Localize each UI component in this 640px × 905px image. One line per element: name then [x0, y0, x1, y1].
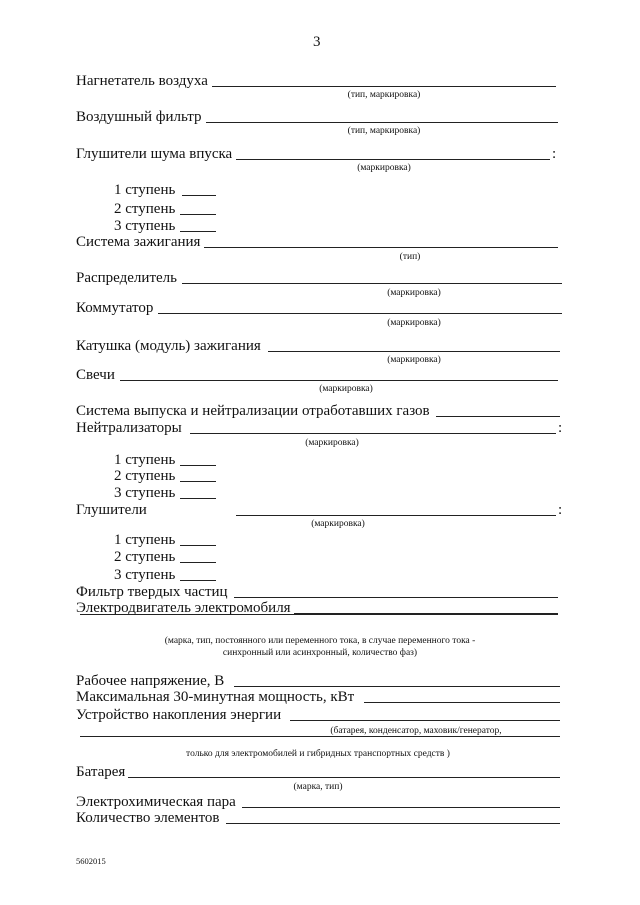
field-label-silencer-stage-2: 2 ступень: [114, 549, 176, 565]
field-label-cell-count: Количество элементов: [76, 810, 220, 826]
fill-line-silencer-stage-1[interactable]: [180, 545, 216, 546]
fill-line-silencer-stage-2[interactable]: [180, 562, 216, 563]
fill-line-operating-voltage[interactable]: [234, 686, 560, 687]
fill-line-spark-plugs[interactable]: [120, 380, 558, 381]
caption-cap-battery: (марка, тип): [293, 782, 343, 792]
fill-line-blank-motor[interactable]: [80, 614, 558, 615]
caption-cap-air-blower: (тип, маркировка): [347, 90, 421, 100]
fill-line-intake-stage-3[interactable]: [180, 231, 216, 232]
fill-line-distributor[interactable]: [182, 283, 562, 284]
fill-line-particle-filter[interactable]: [234, 597, 558, 598]
field-label-neutral-stage-3: 3 ступень: [114, 485, 176, 501]
fill-line-exhaust-system[interactable]: [436, 416, 560, 417]
field-label-energy-storage: Устройство накопления энергии: [76, 707, 282, 723]
field-label-electrochem-pair: Электрохимическая пара: [76, 794, 236, 810]
field-label-operating-voltage: Рабочее напряжение, В: [76, 673, 225, 689]
fill-line-neutral-stage-3[interactable]: [180, 498, 216, 499]
fill-line-max-power[interactable]: [364, 702, 560, 703]
caption-cap-distributor: (маркировка): [387, 288, 441, 298]
field-label-silencer-stage-3: 3 ступень: [114, 567, 176, 583]
field-label-intake-silencers: Глушители шума впуска: [76, 146, 233, 162]
field-label-neutral-stage-1: 1 ступень: [114, 452, 176, 468]
footer-code: 5602015: [76, 856, 106, 866]
field-label-electric-motor: Электродвигатель электромобиля: [76, 600, 291, 616]
caption-cap-storage-1: (батарея, конденсатор, маховик/генератор,: [330, 726, 502, 736]
fill-line-silencers[interactable]: [236, 515, 556, 516]
caption-cap-motor-1: (марка, тип, постоянного или переменного тока, в случае переменного тока -: [164, 636, 476, 646]
field-label-max-power: Максимальная 30-минутная мощность, кВт: [76, 689, 355, 705]
field-label-air-filter: Воздушный фильтр: [76, 109, 202, 125]
page-number: 3: [313, 34, 321, 50]
field-label-silencers: Глушители: [76, 502, 147, 518]
fill-line-silencer-stage-3[interactable]: [180, 580, 216, 581]
fill-line-blank-storage[interactable]: [80, 736, 560, 737]
fill-line-commutator[interactable]: [158, 313, 562, 314]
fill-line-intake-silencers[interactable]: [236, 159, 550, 160]
colon-intake-silencers: :: [552, 146, 557, 162]
fill-line-intake-stage-1[interactable]: [182, 195, 216, 196]
caption-cap-air-filter: (тип, маркировка): [347, 126, 421, 136]
fill-line-cell-count[interactable]: [226, 823, 560, 824]
caption-cap-silencers: (маркировка): [311, 519, 365, 529]
field-label-intake-stage-1: 1 ступень: [114, 182, 176, 198]
fill-line-neutral-stage-1[interactable]: [180, 465, 216, 466]
fill-line-electrochem-pair[interactable]: [242, 807, 560, 808]
field-label-intake-stage-2: 2 ступень: [114, 201, 176, 217]
fill-line-neutral-stage-2[interactable]: [180, 481, 216, 482]
caption-cap-coil: (маркировка): [387, 355, 441, 365]
field-label-exhaust-system: Система выпуска и нейтрализации отработавших газов: [76, 403, 430, 419]
caption-cap-intake: (маркировка): [357, 163, 411, 173]
colon-silencers: :: [558, 502, 563, 518]
field-label-ignition-system: Система зажигания: [76, 234, 201, 250]
fill-line-energy-storage[interactable]: [290, 720, 560, 721]
caption-cap-storage-2: только для электромобилей и гибридных транспортных средств ): [186, 749, 450, 759]
field-label-battery: Батарея: [76, 764, 126, 780]
field-label-ignition-coil: Катушка (модуль) зажигания: [76, 338, 261, 354]
caption-cap-commutator: (маркировка): [387, 318, 441, 328]
field-label-neutral-stage-2: 2 ступень: [114, 468, 176, 484]
field-label-air-blower: Нагнетатель воздуха: [76, 73, 208, 89]
fill-line-neutralizers[interactable]: [190, 433, 556, 434]
fill-line-air-filter[interactable]: [206, 122, 558, 123]
field-label-spark-plugs: Свечи: [76, 367, 115, 383]
fill-line-battery[interactable]: [128, 777, 560, 778]
fill-line-ignition-system[interactable]: [204, 247, 558, 248]
field-label-intake-stage-3: 3 ступень: [114, 218, 176, 234]
fill-line-ignition-coil[interactable]: [268, 351, 560, 352]
field-label-silencer-stage-1: 1 ступень: [114, 532, 176, 548]
field-label-distributor: Распределитель: [76, 270, 177, 286]
caption-cap-neutralizers: (маркировка): [305, 438, 359, 448]
caption-cap-ignition: (тип): [399, 252, 421, 262]
caption-cap-plugs: (маркировка): [319, 384, 373, 394]
colon-neutralizers: :: [558, 420, 563, 436]
field-label-commutator: Коммутатор: [76, 300, 154, 316]
field-label-neutralizers: Нейтрализаторы: [76, 420, 182, 436]
field-label-particle-filter: Фильтр твердых частиц: [76, 584, 228, 600]
fill-line-intake-stage-2[interactable]: [180, 214, 216, 215]
fill-line-air-blower[interactable]: [212, 86, 556, 87]
caption-cap-motor-2: синхронный или асинхронный, количество фаз): [222, 648, 418, 658]
